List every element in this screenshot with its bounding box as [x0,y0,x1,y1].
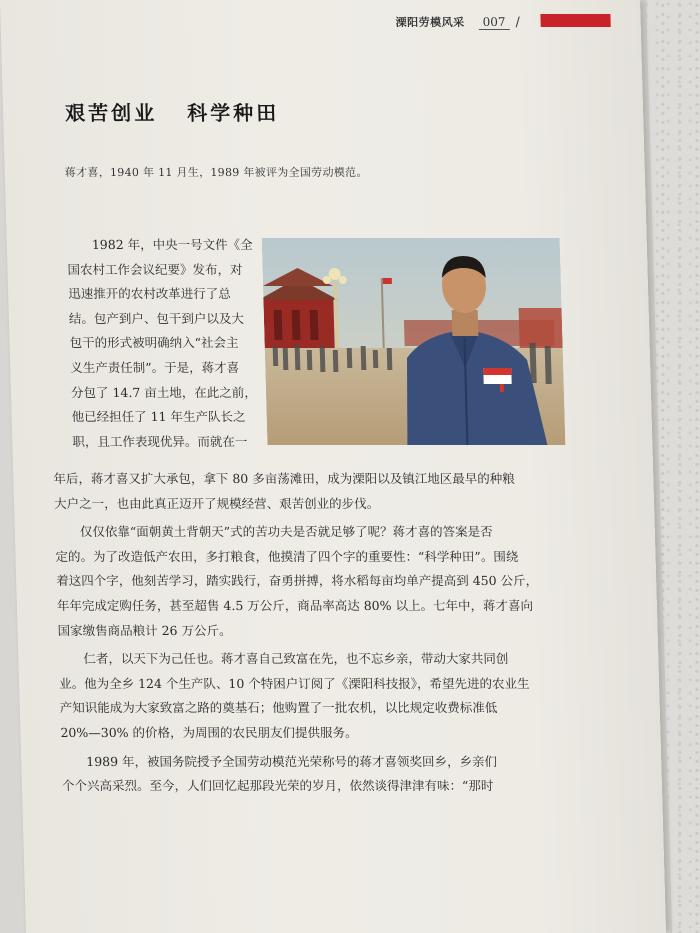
text-line: 定的。为了改造低产农田，多打粮食，他摸清了四个字的重要性：“科学种田”。围绕 [55,548,519,564]
running-header [395,14,520,30]
text-line: 1989 年，被国务院授予全国劳动模范光荣称号的蒋才喜领奖回乡，乡亲们 [86,753,498,769]
section-title: 溧阳劳模风采 [395,16,465,29]
title-part-1: 艰苦创业 [64,101,158,125]
article-body [53,467,622,799]
text-line: 年年完成定购任务，甚至超售 4.5 万公斤，商品率高达 80% 以上。七年中，蒋才喜向 [56,597,534,613]
header-slash: / [515,14,521,30]
portrait-photo [262,238,566,445]
text-line: 业。他为全乡 124 个生产队、10 个特困户订阅了《溧阳科技报》，希望先进的农业生 [58,675,530,691]
paragraph-2 [55,520,618,643]
text-line: 1982 年，中央一号文件《全 [91,237,253,252]
text-line: 义生产责任制”。于是，蒋才喜 [70,359,240,375]
paragraph-3 [58,647,621,745]
text-line: 结。包产到户、包干到户以及大 [68,310,245,326]
intro-line: 蒋才喜，1940 年 11 月生，1989 年被评为全国劳动模范。 [64,166,368,179]
title-part-2: 科学种田 [186,101,280,125]
text-line: 国农村工作会议纪要》发布，对 [67,261,243,277]
text-line: 着这四个字，他刻苦学习，踏实践行，奋勇拼搏，将水稻每亩均单产提高到 450 公斤， [56,573,539,589]
article-title [65,97,280,126]
text-line: 包干的形式被明确纳入“社会主 [69,335,239,351]
photo-illustration [262,238,566,445]
text-line: 仁者，以天下为己任也。蒋才喜自己致富在先，也不忘乡亲，带动大家共同创 [83,651,509,667]
text-line: 产知识能成为大家致富之路的奠基石；他购置了一批农机，以比规定收费标准低 [59,700,498,716]
text-line: 20%—30% 的价格，为周围的农民朋友们提供服务。 [60,724,358,740]
text-line: 职，且工作表现优异。而就在一 [72,433,248,449]
paragraph-4 [61,750,622,799]
text-line: 分包了 14.7 亩土地，在此之前， [70,384,257,400]
text-line: 年后，蒋才喜又扩大承包，拿下 80 多亩荡滩田，成为溧阳以及镇江地区最早的种粮 [53,471,515,486]
delegate-badge [483,368,511,375]
paragraph-1-continued [53,467,614,516]
text-line: 大户之一，也由此真正迈开了规模经营、艰苦创业的步伐。 [53,495,380,511]
text-line: 国家缴售商品粮计 26 万公斤。 [57,622,232,638]
text-line: 他已经担任了 11 年生产队长之 [71,409,246,425]
text-line: 仅仅依靠“面朝黄土背朝天”式的苦功夫是否就足够了呢？蒋才喜的答案是否 [79,524,493,540]
text-line: 迅速推开的农村改革进行了总 [67,286,231,302]
wrapped-paragraph-column [67,233,263,454]
header-accent-bar [540,14,610,27]
text-line: 个个兴高采烈。至今，人们回忆起那段光荣的岁月，依然谈得津津有味：“那时 [61,778,494,794]
page-number: 007 [478,15,509,30]
